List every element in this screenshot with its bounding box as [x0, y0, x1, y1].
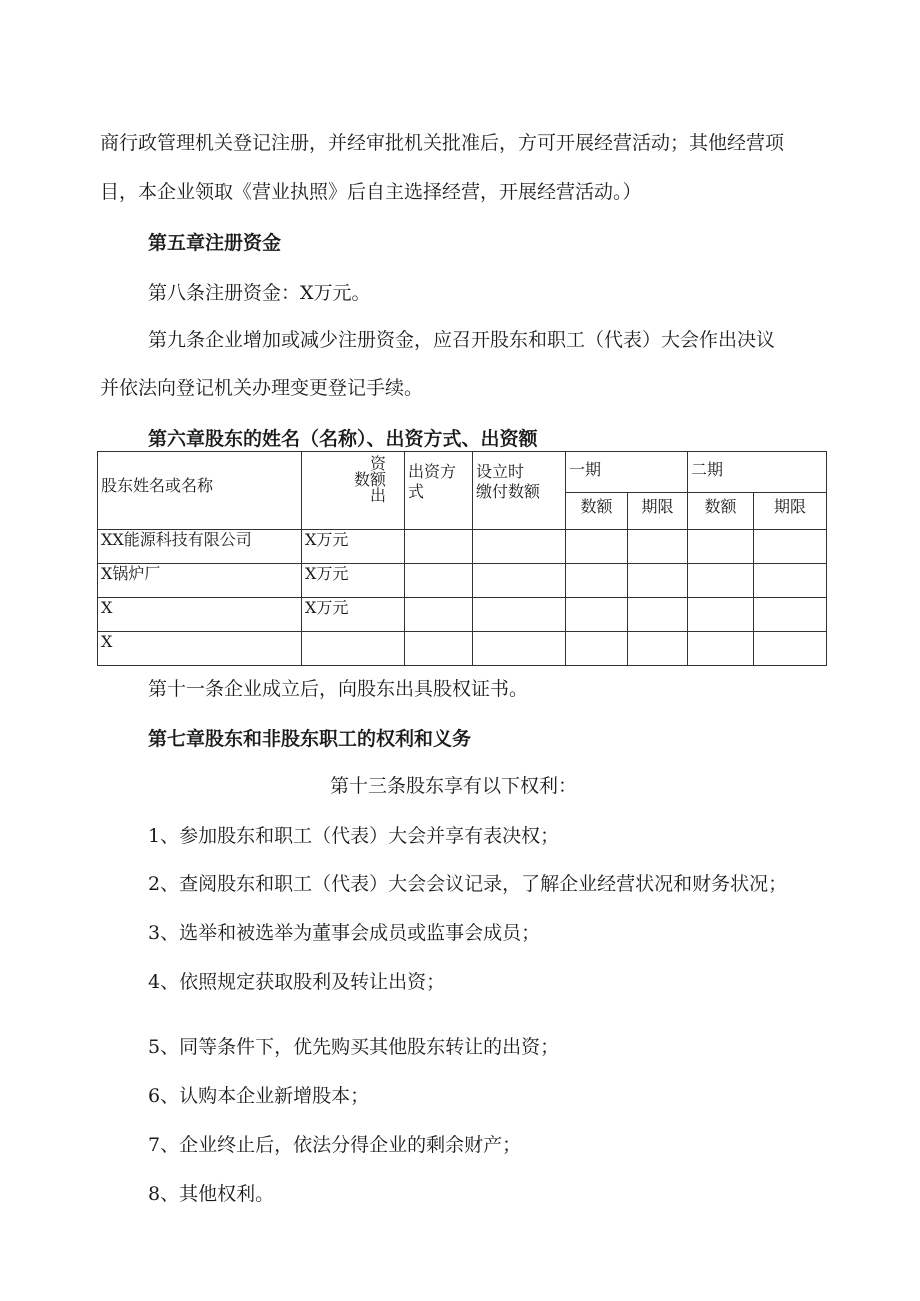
paragraph-line-2: 目，本企业领取《营业执照》后自主选择经营，开展经营活动。） [100, 181, 642, 203]
contribution-amount-cell: X万元 [302, 530, 405, 564]
right-item-3: 3、选举和被选举为董事会成员或监事会成员； [148, 922, 541, 944]
shareholder-name-cell: X锅炉厂 [98, 564, 302, 598]
shareholder-name-cell: XX能源科技有限公司 [98, 530, 302, 564]
header-phase-1-term: 期限 [628, 493, 688, 530]
header-shareholder-name: 股东姓名或名称 [98, 452, 302, 530]
table-row [98, 530, 827, 564]
table-row [98, 632, 827, 666]
chapter-6-heading: 第六章股东的姓名（名称）、出资方式、出资额 [148, 428, 538, 450]
paragraph-line-1: 商行政管理机关登记注册，并经审批机关批准后，方可开展经营活动；其他经营项 [100, 132, 785, 154]
chapter-7-heading: 第七章股东和非股东职工的权利和义务 [148, 728, 472, 750]
header-contribution-amount: 资 数额 出 [302, 452, 405, 530]
header-phase-2-amount: 数额 [688, 493, 754, 530]
chapter-5-heading: 第五章注册资金 [148, 232, 282, 254]
shareholder-name-cell: X [98, 598, 302, 632]
right-item-1: 1、参加股东和职工（代表）大会并享有表决权； [148, 825, 560, 847]
right-item-2: 2、查阅股东和职工（代表）大会会议记录，了解企业经营状况和财务状况； [148, 873, 788, 895]
header-phase-1-amount: 数额 [566, 493, 628, 530]
article-9-line-2: 并依法向登记机关办理变更登记手续。 [100, 377, 424, 399]
table-row [98, 564, 827, 598]
article-11: 第十一条企业成立后，向股东出具股权证书。 [148, 678, 529, 700]
article-8: 第八条注册资金：X万元。 [148, 282, 371, 304]
contribution-amount-cell: X万元 [302, 564, 405, 598]
right-item-6: 6、认购本企业新增股本； [148, 1085, 370, 1107]
right-item-4: 4、依照规定获取股利及转让出资； [148, 971, 446, 993]
right-item-5: 5、同等条件下，优先购买其他股东转让的出资； [148, 1036, 560, 1058]
shareholder-name-cell: X [98, 632, 302, 666]
header-paid-at-founding: 设立时 缴付数额 [473, 452, 566, 530]
right-item-7: 7、企业终止后，依法分得企业的剩余财产； [148, 1134, 522, 1156]
header-phase-2: 二期 [688, 452, 827, 493]
article-13: 第十三条股东享有以下权利： [330, 775, 578, 797]
shareholder-table [97, 451, 827, 666]
article-9-line-1: 第九条企业增加或减少注册资金，应召开股东和职工（代表）大会作出决议 [148, 329, 776, 351]
header-phase-2-term: 期限 [754, 493, 827, 530]
contribution-amount-cell: X万元 [302, 598, 405, 632]
table-row [98, 598, 827, 632]
header-contribution-method: 出资方 式 [405, 452, 473, 530]
contribution-amount-cell [302, 632, 405, 666]
right-item-8: 8、其他权利。 [148, 1183, 275, 1205]
header-phase-1: 一期 [566, 452, 688, 493]
